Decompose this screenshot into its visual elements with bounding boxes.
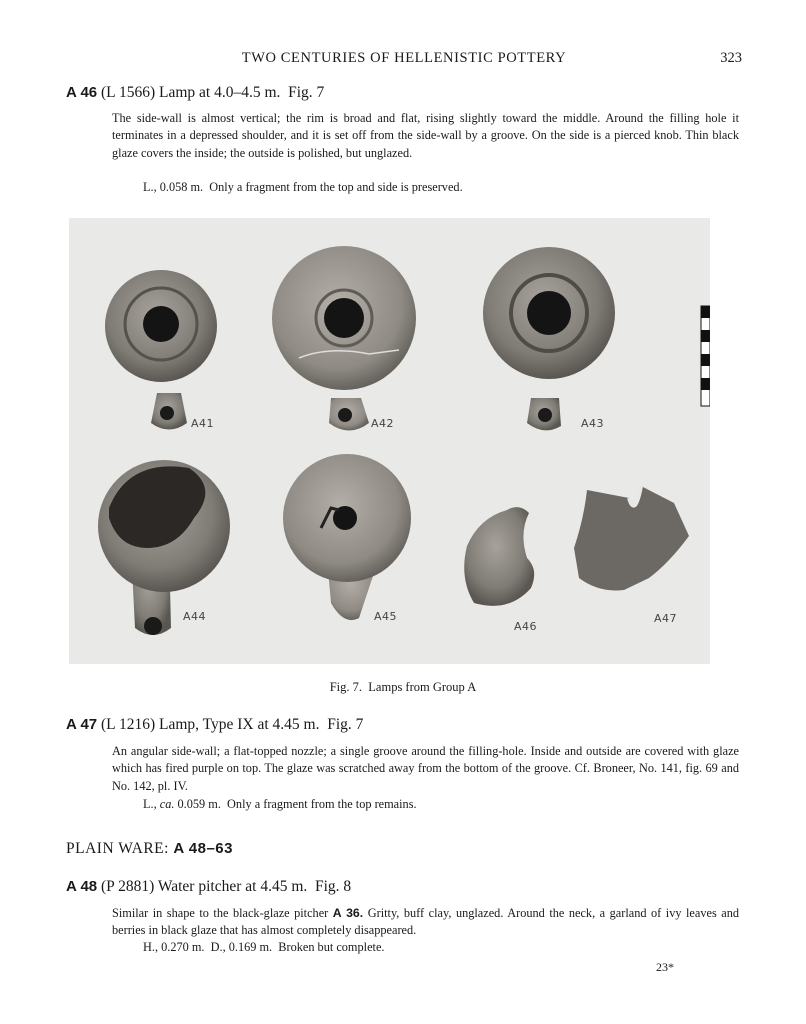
inline-catalog-ref: A 36.	[332, 906, 364, 920]
description-text: Gritty, buff clay, unglazed. Around the neck, a garland of ivy leaves and berries in black glaze that has almost completely disappeared.	[112, 906, 740, 938]
entry-dimensions	[143, 797, 417, 812]
lamp-a41	[105, 270, 217, 430]
lamp-label-a46: A46	[514, 620, 538, 633]
figure-photo	[69, 218, 710, 664]
entry-heading-a47	[66, 716, 363, 734]
lamp-a44	[98, 460, 230, 635]
lamp-label-a41: A41	[191, 417, 215, 430]
lamp-a47-fragment	[574, 486, 689, 591]
scale-bar	[701, 306, 710, 406]
lamp-label-a43: A43	[581, 417, 605, 430]
catalog-number: A 48	[66, 878, 98, 895]
entry-title: (P 2881) Water pitcher at 4.45 m. Fig. 8	[101, 878, 352, 895]
entry-dimensions: L., 0.058 m. Only a fragment from the top and side is preserved.	[143, 180, 463, 194]
signature-mark: 23*	[656, 960, 674, 974]
lamp-a46-fragment	[464, 507, 534, 606]
page-number: 323	[720, 50, 742, 66]
running-header	[66, 50, 742, 70]
section-heading	[66, 840, 233, 858]
catalog-number: A 46	[66, 84, 98, 101]
entry-title: (L 1566) Lamp at 4.0–4.5 m. Fig. 7	[101, 84, 325, 101]
entry-description	[112, 905, 739, 940]
section-label: PLAIN WARE:	[66, 840, 169, 857]
description-text: Similar in shape to the black-glaze pitcher	[112, 906, 329, 920]
dimensions-rest: 0.059 m. Only a fragment from the top remains.	[177, 797, 417, 811]
lamp-a45	[283, 454, 411, 620]
running-title: TWO CENTURIES OF HELLENISTIC POTTERY	[241, 50, 567, 66]
lamp-label-a42: A42	[371, 417, 395, 430]
lamp-a43	[483, 247, 615, 430]
lamp-label-a47: A47	[654, 612, 678, 625]
entry-description: An angular side-wall; a flat-topped nozzle; a single groove around the filling-hole. Inside and outside are covered with glaze which has fired purple on top. The glaze was scratched away from the bottom of the groove. Cf. Broneer, No. 141, fig. 69 and No. 142, pl. IV.	[112, 744, 739, 793]
dimensions-circa: ca.	[159, 797, 175, 811]
lamp-label-a44: A44	[183, 610, 207, 623]
lamp-label-a45: A45	[374, 610, 398, 623]
figure-caption: Fig. 7. Lamps from Group A	[329, 680, 477, 694]
entry-heading-a46	[66, 84, 324, 102]
lamp-a42	[272, 246, 416, 431]
lamps-photo	[69, 218, 710, 664]
catalog-number: A 47	[66, 716, 98, 733]
entry-dimensions: H., 0.270 m. D., 0.169 m. Broken but complete.	[143, 940, 385, 954]
entry-heading-a48	[66, 878, 351, 896]
section-range: A 48–63	[173, 840, 233, 857]
dimensions-prefix: L.,	[143, 797, 157, 811]
entry-title: (L 1216) Lamp, Type IX at 4.45 m. Fig. 7	[101, 716, 364, 733]
entry-description: The side-wall is almost vertical; the rim is broad and flat, rising slightly toward the middle. Around the filling hole it terminates in a depressed shoulder, and it is set off from the side-wall by a groove. On the side is a pierced knob. Thin black glaze covers the inside; the outside is polished, but unglazed.	[112, 111, 739, 160]
